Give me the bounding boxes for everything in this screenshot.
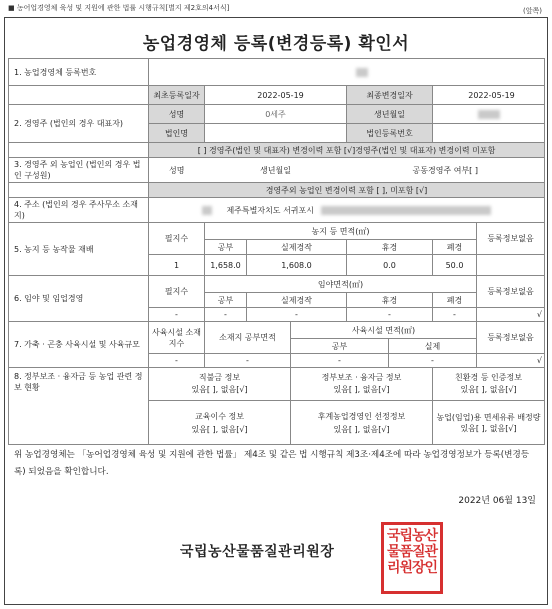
subsidy-info-title: 직불금 정보 [198, 373, 241, 382]
livestock-official-value: - [291, 354, 389, 368]
owner-birth-redacted [478, 110, 500, 119]
livestock-count-value: - [149, 354, 205, 368]
address-prefix-redacted [202, 206, 212, 215]
successor-status: 있음[ ], 없음[√] [333, 424, 390, 434]
fuel-allocation-status: 있음[ ], 없음[√] [460, 423, 517, 433]
first-reg-value: 2022-05-19 [205, 86, 347, 105]
fuel-allocation-title: 농업(임업)용 면세유류 배정량 [436, 412, 541, 422]
forest-abandoned-value: - [433, 308, 477, 322]
farmland-col-actual: 실제경작 [247, 240, 347, 255]
registration-number-redacted [356, 68, 368, 77]
section8-label: 8. 정부보조 · 융자금 등 농업 관련 정보 현황 [9, 368, 149, 445]
owner-name-label: 성명 [149, 105, 205, 124]
owner-name-value: 0세주 [205, 105, 347, 124]
owner-birth-label: 생년월일 [347, 105, 433, 124]
farmland-fallow-value: 0.0 [347, 255, 433, 276]
farmland-actual-value: 1,608.0 [247, 255, 347, 276]
member-name-label: 성명 [149, 158, 205, 183]
forest-col-fallow: 휴경 [347, 293, 433, 308]
corp-name-label: 법인명 [149, 124, 205, 143]
gov-support-status: 있음[ ], 없음[√] [333, 385, 390, 394]
document-title: 농업경영체 등록(변경등록) 확인서 [142, 34, 410, 54]
section7-label: 7. 가축 · 곤충 사육시설 및 사육규모 [9, 322, 149, 368]
forest-official-value: - [205, 308, 247, 322]
address-detail-redacted [321, 206, 491, 215]
forest-actual-value: - [247, 308, 347, 322]
forest-parcels-label: 필지수 [149, 276, 205, 308]
farmland-abandoned-value: 50.0 [433, 255, 477, 276]
education-status: 있음[ ], 없음[√] [191, 424, 248, 434]
successor-title: 후계농업경영인 선정정보 [317, 411, 406, 421]
gov-support-title: 정부보조 · 융자금 정보 [321, 373, 402, 382]
livestock-col-official: 공부 [291, 339, 389, 354]
member-change-note: 경영주외 농업인 변경이력 포함 [ ], 미포함 [√] [149, 183, 545, 198]
subsidy-info-status: 있음[ ], 없음[√] [191, 385, 248, 394]
farmland-col-abandoned: 폐경 [433, 240, 477, 255]
issue-date: 2022년 06월 13일 [458, 496, 536, 506]
eco-cert-status: 있음[ ], 없음[√] [460, 385, 517, 394]
livestock-actual-value: - [389, 354, 477, 368]
forest-parcels-value: - [149, 308, 205, 322]
corp-reg-label: 법인등록번호 [347, 124, 433, 143]
section2-label: 2. 경영주 (법인의 경우 대표자) [9, 105, 149, 143]
certificate-table [8, 58, 545, 445]
livestock-land-value: - [205, 354, 291, 368]
section3-label: 3. 경영주 외 농업인 (법인의 경우 법인 구성원) [9, 158, 149, 183]
farmland-area-label: 농지 등 면적(㎡) [205, 223, 477, 240]
confirmation-statement: 위 농업경영체는 「농어업경영체 육성 및 지원에 관한 법률」 제4조 및 같은 법 시행규칙 제3조·제4조에 따라 농업경영정보가 등록(변경등록) 되었음을 확인합니다. [14, 450, 530, 477]
owner-change-note: [ ] 경영주(법인 및 대표자) 변경이력 포함 [√]경영주(법인 및 대표자) 변경이력 미포함 [149, 143, 545, 158]
member-birth-label: 생년월일 [205, 158, 347, 183]
section5-label: 5. 농지 등 농작물 재배 [9, 223, 149, 276]
farmland-col-fallow: 휴경 [347, 240, 433, 255]
forest-col-abandoned: 폐경 [433, 293, 477, 308]
livestock-land-area-label: 소재지 공부면적 [205, 322, 291, 354]
joint-owner-label: 공동경영주 여부[ ] [347, 158, 545, 183]
address-value: 제주특별자치도 서귀포시 [226, 205, 314, 215]
forest-area-label: 임야면적(㎡) [205, 276, 477, 293]
last-change-label: 최종변경일자 [347, 86, 433, 105]
section6-label: 6. 임야 및 임업경영 [9, 276, 149, 322]
eco-cert-title: 친환경 등 인증정보 [455, 373, 522, 382]
farmland-parcels-value: 1 [149, 255, 205, 276]
section1-label: 1. 농업경영체 등록번호 [9, 59, 149, 86]
livestock-info-check: √ [477, 354, 545, 368]
last-change-value: 2022-05-19 [433, 86, 545, 105]
forest-col-official: 공부 [205, 293, 247, 308]
first-reg-label: 최초등록일자 [149, 86, 205, 105]
livestock-col-actual: 실제 [389, 339, 477, 354]
official-seal: 국립농산 물품질관 리원장인 [381, 522, 443, 594]
farmland-official-value: 1,658.0 [205, 255, 247, 276]
livestock-facility-area-label: 사육시설 면적(㎡) [291, 322, 477, 339]
farmland-parcels-label: 필지수 [149, 223, 205, 255]
livestock-info-label: 등록정보없음 [477, 322, 545, 354]
farmland-info-label: 등록정보없음 [477, 223, 545, 255]
form-reference-note: ■ 농어업경영체 육성 및 지원에 관한 법률 시행규칙[별지 제2호의4서식] [8, 4, 230, 12]
forest-info-check: √ [477, 308, 545, 322]
forest-fallow-value: - [347, 308, 433, 322]
page-side-note: (앞쪽) [523, 7, 542, 15]
issuing-authority: 국립농산물품질관리원장 [180, 544, 335, 560]
section4-label: 4. 주소 (법인의 경우 주사무소 소재지) [9, 198, 149, 223]
farmland-col-official: 공부 [205, 240, 247, 255]
forest-col-actual: 실제경작 [247, 293, 347, 308]
education-title: 교육이수 정보 [195, 411, 244, 421]
livestock-facility-count-label: 사육시설 소재지수 [149, 322, 205, 354]
forest-info-label: 등록정보없음 [477, 276, 545, 308]
